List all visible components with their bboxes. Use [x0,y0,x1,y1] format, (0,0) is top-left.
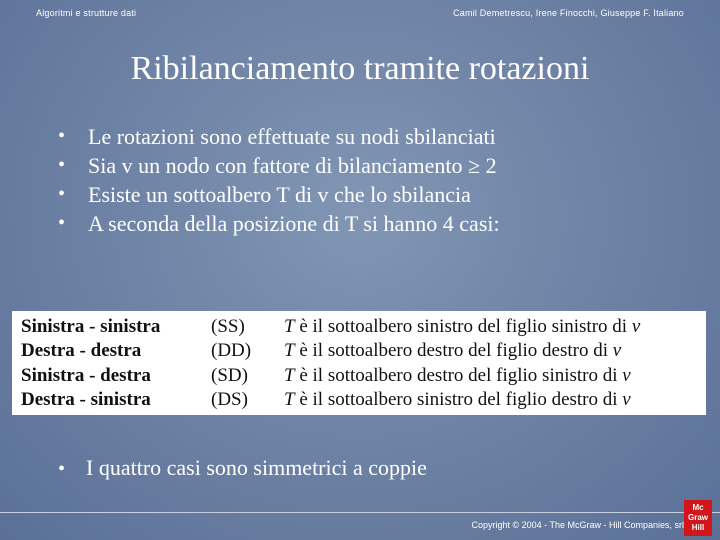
case-code: (SD) [211,365,248,386]
slide-title: Ribilanciamento tramite rotazioni [130,50,590,87]
bullet-glyph: • [58,154,66,176]
bullet-glyph: • [58,183,66,205]
bullet-text: Le rotazioni sono effettuate su nodi sbilanciati [88,124,496,149]
case-node-symbol: v [622,389,631,410]
copyright-text: Copyright © 2004 - The McGraw - Hill Companies, srl [471,520,684,530]
case-name: Destra - destra [21,340,142,361]
case-subtree-symbol: T [284,365,295,386]
case-description-text: è il sottoalbero sinistro del figlio sinistro di [294,316,632,337]
case-description [284,364,631,388]
bullet-item [58,209,500,238]
case-description [284,388,631,412]
bullet-item [58,151,500,180]
case-code: (DS) [211,389,248,410]
bullet-glyph: • [58,125,66,147]
case-description [284,315,640,339]
case-description [284,339,621,363]
case-subtree-symbol: T [284,340,295,361]
case-row [12,388,706,412]
header-course-title: Algoritmi e strutture dati [36,8,137,18]
case-subtree-symbol: T [284,389,295,410]
bottom-bullet [58,453,427,484]
bullet-text: Sia v un nodo con fattore di bilanciamento ≥ 2 [88,153,497,178]
case-code: (SS) [211,316,245,337]
case-node-symbol: v [612,340,622,361]
bullet-glyph: • [58,458,66,480]
case-name: Sinistra - sinistra [21,316,161,337]
bottom-bullet-text: I quattro casi sono simmetrici a coppie [86,455,427,480]
cases-table [12,311,706,415]
case-row [12,364,706,388]
header-authors: Camil Demetrescu, Irene Finocchi, Giuseppe F. Italiano [453,8,684,18]
case-row [12,315,706,339]
case-name: Sinistra - destra [21,365,151,386]
case-node-symbol: v [631,316,641,337]
footer-divider [0,512,720,513]
case-subtree-symbol: T [284,316,295,337]
case-node-symbol: v [622,365,631,386]
bullet-glyph: • [58,212,66,234]
bullet-text: Esiste un sottoalbero T di v che lo sbilancia [88,182,471,207]
case-code: (DD) [211,340,252,361]
mcgraw-hill-logo: Mc Graw Hill [684,500,712,536]
bullet-item [58,122,500,151]
case-name: Destra - sinistra [21,389,151,410]
case-description-text: è il sottoalbero destro del figlio sinistro di [294,365,623,386]
bullet-item [58,180,500,209]
bullet-text: A seconda della posizione di T si hanno 4 casi: [88,211,500,236]
case-description-text: è il sottoalbero destro del figlio destro di [294,340,613,361]
bullet-list [58,122,500,238]
case-row [12,339,706,363]
case-description-text: è il sottoalbero sinistro del figlio destro di [294,389,623,410]
